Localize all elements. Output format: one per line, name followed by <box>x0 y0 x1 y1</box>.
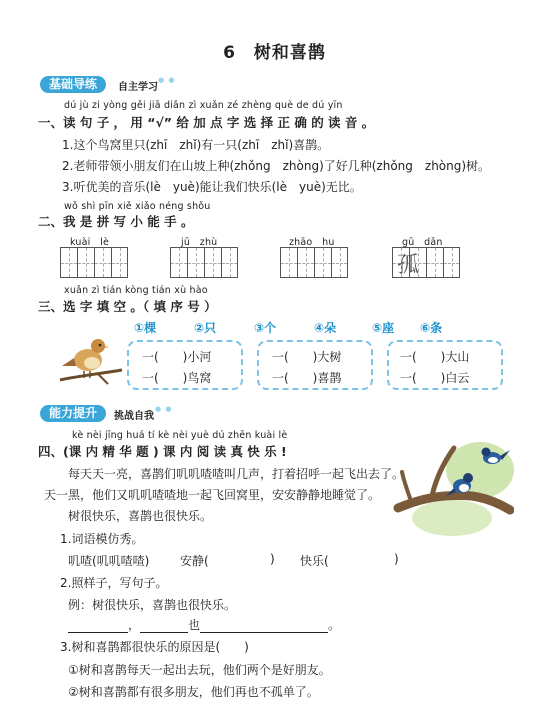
passage-line-1: 每天天一亮，喜鹊们叽叽喳喳叫几声，打着招呼一起飞出去了。 <box>68 467 405 481</box>
tree-magpie-illustration <box>392 438 514 538</box>
q4-sub3-option-1[interactable]: ①树和喜鹊每天一起出去玩，他们两个是好朋友。 <box>68 663 331 677</box>
section-badge-ability: 能力提升 <box>40 405 106 422</box>
q1-item-3: 3.听优美的音乐(lè yuè)能让我们快乐(lè yuè)无比。 <box>62 180 362 194</box>
q3-box-1-line-1[interactable]: 一( )小河 <box>142 350 212 364</box>
ye-char: 也 <box>188 618 201 632</box>
blank-3[interactable] <box>200 618 328 633</box>
q3-pinyin: xuǎn zì tián kòng tián xù hào <box>64 285 208 296</box>
q2-heading: 二、我 是 拼 写 小 能 手 。 <box>38 214 194 229</box>
period: 。 <box>328 618 341 632</box>
passage-line-2: 天一黑，他们又叽叽喳喳地一起飞回窝里，安安静静地睡觉了。 <box>44 488 381 502</box>
q3-box-2-line-1[interactable]: 一( )大树 <box>272 350 342 364</box>
section-sub-ability: 挑战自我 <box>114 411 154 422</box>
passage-line-3: 树很快乐，喜鹊也很快乐。 <box>68 509 213 523</box>
comma: ， <box>128 618 141 632</box>
q3-box-1-line-2[interactable]: 一( )鸟窝 <box>142 371 212 385</box>
q2-pinyin: wǒ shì pīn xiě xiǎo néng shǒu <box>64 201 211 212</box>
q2-word-2-pinyin: jū zhù <box>181 237 218 248</box>
q4-sub1-w2-close[interactable]: ) <box>394 552 399 566</box>
writing-grid-2[interactable] <box>170 247 238 278</box>
q3-option-4: ④朵 <box>314 321 337 335</box>
bird-illustration <box>58 332 124 390</box>
q4-sub1-w1-close[interactable]: ) <box>270 552 275 566</box>
q1-item-1: 1.这个鸟窝里只(zhī zhǐ)有一只(zhī zhǐ)喜鹊。 <box>62 138 330 152</box>
q1-item-2: 2.老师带领小朋友们在山坡上种(zhǒng zhòng)了好几种(zhǒng zhòng)树。 <box>62 159 491 173</box>
q3-box-3-line-2[interactable]: 一( )白云 <box>400 371 470 385</box>
sample-char: 孤 <box>397 253 420 278</box>
q2-word-3-pinyin: zhāo hu <box>289 237 335 248</box>
q4-sub1-label: 1.词语模仿秀。 <box>60 532 144 546</box>
q1-heading: 一、读 句 子 ， 用 “√” 给 加 点 字 选 择 正 确 的 读 音 。 <box>38 115 375 130</box>
q2-word-1-pinyin: kuài lè <box>70 237 110 248</box>
q3-box-2-line-2[interactable]: 一( )喜鹊 <box>272 371 342 385</box>
decor-dots-2: ● ● <box>155 405 173 413</box>
q3-option-2: ②只 <box>194 321 217 335</box>
blank-1[interactable] <box>68 618 128 633</box>
q4-pinyin: kè nèi jīng huá tí kè nèi yuè dú zhēn kuài lè <box>72 430 288 441</box>
q3-option-3: ③个 <box>254 321 277 335</box>
q4-sub1-w2: 快乐( <box>300 554 329 568</box>
q3-box-3-line-1[interactable]: 一( )大山 <box>400 350 470 364</box>
page-title: 6 树和喜鹊 <box>223 43 326 63</box>
section-badge-basic: 基础导练 <box>40 76 106 93</box>
q4-heading: 四、(课 内 精 华 题 ) 课 内 阅 读 真 快 乐 ! <box>38 444 287 459</box>
q4-sub3-label: 3.树和喜鹊都很快乐的原因是( ) <box>60 640 249 654</box>
section-sub-basic: 自主学习 <box>118 82 158 93</box>
q4-sub2-label: 2.照样子，写句子。 <box>60 576 168 590</box>
q3-option-1: ①棵 <box>134 321 157 335</box>
q4-sub1-example: 叽喳(叽叽喳喳) <box>68 554 150 568</box>
q4-sub1-w1: 安静( <box>180 554 209 568</box>
q2-word-4-pinyin: gū dān <box>402 237 443 248</box>
q3-heading: 三、选 字 填 空 。（ 填 序 号 ） <box>38 299 217 314</box>
q4-sub3-option-2[interactable]: ②树和喜鹊都有很多朋友，他们再也不孤单了。 <box>68 685 319 699</box>
q3-option-5: ⑤座 <box>372 321 395 335</box>
q4-sub2-answer-line[interactable] <box>68 616 340 633</box>
writing-grid-3[interactable] <box>280 247 348 278</box>
q3-option-6: ⑥条 <box>420 321 443 335</box>
writing-grid-4[interactable] <box>392 247 460 278</box>
q4-sub2-example: 例：树很快乐，喜鹊也很快乐。 <box>68 598 237 612</box>
blank-2[interactable] <box>140 618 188 633</box>
q1-pinyin: dú jù zi yòng gěi jiā diǎn zì xuǎn zé zhèng què de dú yīn <box>64 100 343 111</box>
writing-grid-1[interactable] <box>60 247 128 278</box>
decor-dots: ● ● <box>158 76 176 84</box>
